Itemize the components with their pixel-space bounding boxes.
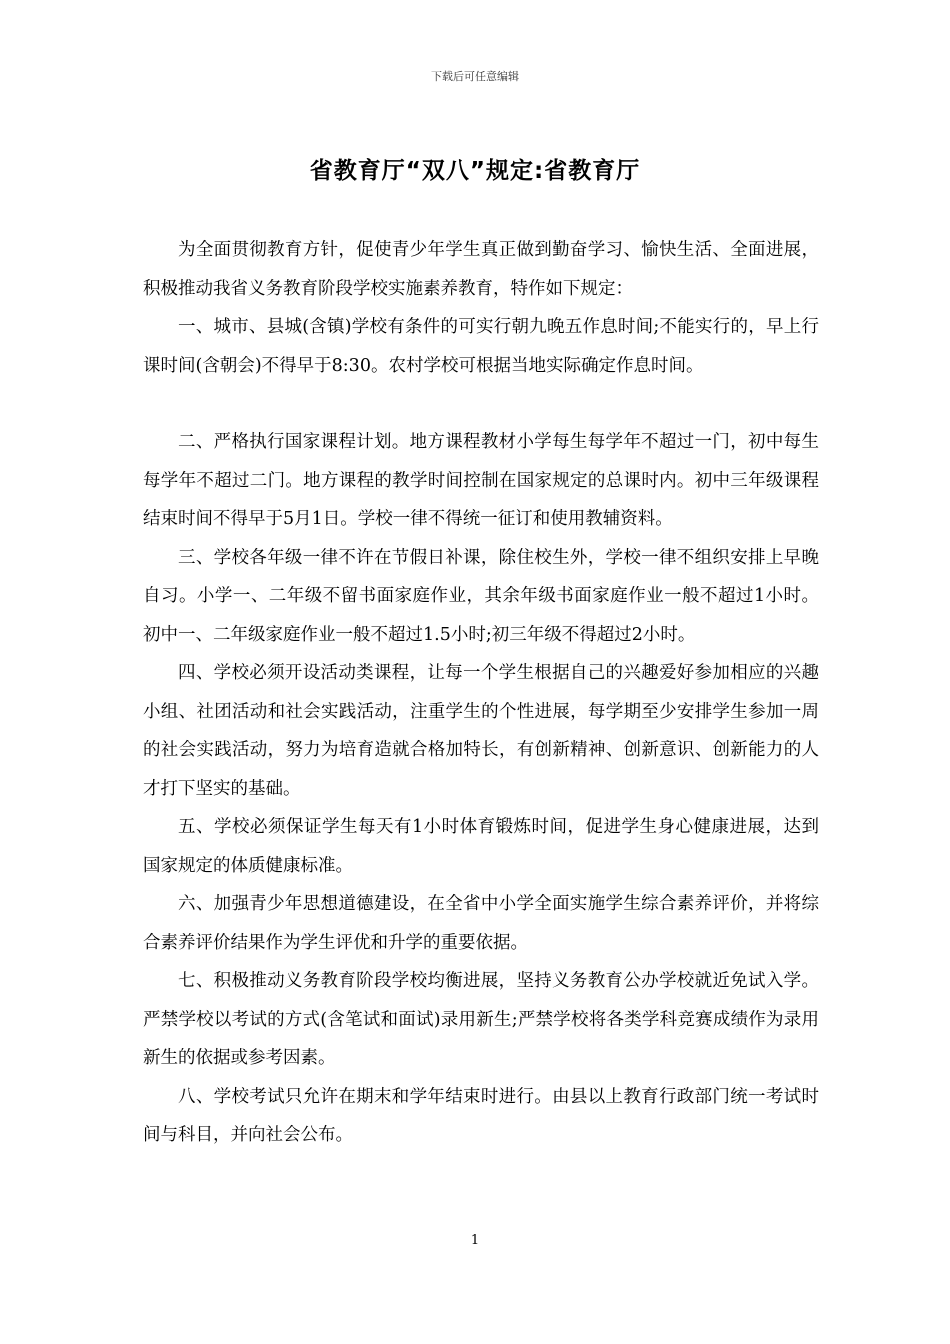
paragraph-6: 六、加强青少年思想道德建设，在全省中小学全面实施学生综合素养评价，并将综合素养评价结果作为学生评优和升学的重要依据。 [143, 894, 819, 953]
paragraph-2: 二、严格执行国家课程计划。地方课程教材小学每生每学年不超过一门，初中每生每学年不超过二门。地方课程的教学时间控制在国家规定的总课时内。初中三年级课程结束时间不得早于5月1日。学校一律不得统一征订和使用教辅资料。 [143, 432, 819, 529]
page-number: 1 [470, 1233, 480, 1248]
paragraph-intro: 为全面贯彻教育方针，促使青少年学生真正做到勤奋学习、愉快生活、全面进展，积极推动我省义务教育阶段学校实施素养教育，特作如下规定： [143, 240, 819, 299]
document-title: 省教育厅“双八”规定:省教育厅 [309, 158, 641, 184]
header-note: 下载后可任意编辑 [431, 70, 519, 83]
paragraph-3: 三、学校各年级一律不许在节假日补课，除住校生外，学校一律不组织安排上早晚自习。小学一、二年级不留书面家庭作业，其余年级书面家庭作业一般不超过1小时。初中一、二年级家庭作业一般不超过1.5小时;初三年级不得超过2小时。 [143, 547, 819, 645]
paragraph-1: 一、城市、县城(含镇)学校有条件的可实行朝九晚五作息时间;不能实行的，早上行课时间(含朝会)不得早于8:30。农村学校可根据当地实际确定作息时间。 [143, 317, 819, 376]
paragraph-8: 八、学校考试只允许在期末和学年结束时进行。由县以上教育行政部门统一考试时间与科目，并向社会公布。 [143, 1086, 819, 1145]
paragraph-5: 五、学校必须保证学生每天有1小时体育锻炼时间，促进学生身心健康进展，达到国家规定的体质健康标准。 [143, 817, 819, 876]
paragraph-4: 四、学校必须开设活动类课程，让每一个学生根据自己的兴趣爱好参加相应的兴趣小组、社团活动和社会实践活动，注重学生的个性进展，每学期至少安排学生参加一周的社会实践活动，努力为培育造就合格加特长，有创新精神、创新意识、创新能力的人才打下坚实的基础。 [143, 663, 819, 799]
paragraph-7: 七、积极推动义务教育阶段学校均衡进展，坚持义务教育公办学校就近免试入学。严禁学校以考试的方式(含笔试和面试)录用新生;严禁学校将各类学科竞赛成绩作为录用新生的依据或参考因素。 [143, 971, 819, 1068]
document-body [143, 231, 819, 1155]
